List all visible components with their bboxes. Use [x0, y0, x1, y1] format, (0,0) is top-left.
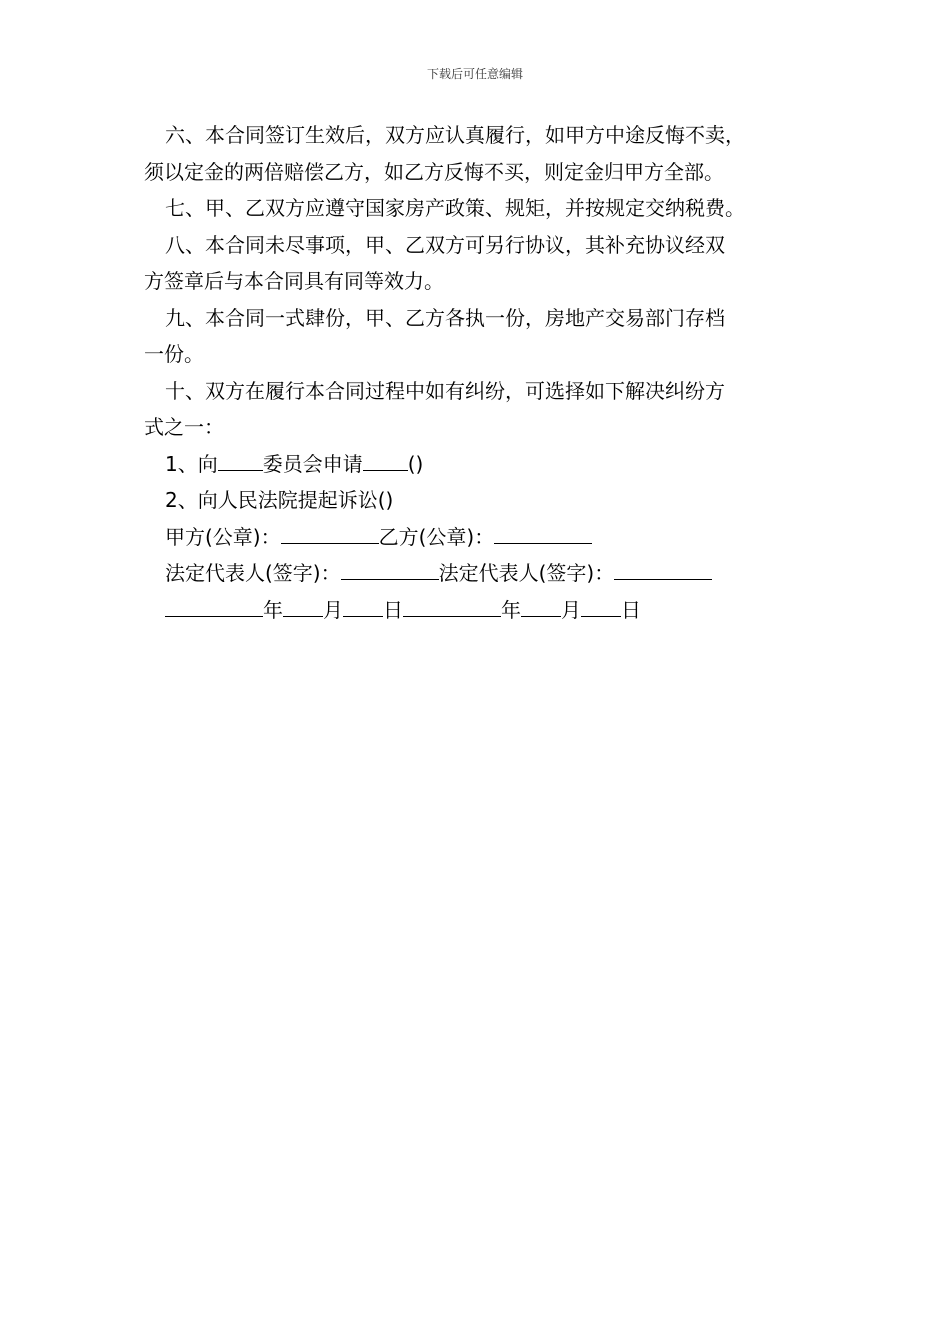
clause-nine-line1: 九、本合同一式肆份，甲、乙方各执一份，房地产交易部门存档	[165, 305, 725, 330]
clause-six-line1: 六、本合同签订生效后，双方应认真履行，如甲方中途反悔不卖，	[165, 123, 745, 147]
option-one-suffix: ()	[407, 451, 424, 476]
clause-six-line2: 须以定金的两倍赔偿乙方，如乙方反悔不买，则定金归甲方全部。	[144, 159, 724, 184]
blank-party-a-seal	[281, 542, 379, 544]
clause-seven-line1: 七、甲、乙双方应遵守国家房产政策、规矩，并按规定交纳税费。	[165, 196, 745, 220]
day-label-b: 日	[621, 597, 641, 622]
year-label-a: 年	[263, 597, 283, 622]
day-label-a: 日	[383, 597, 403, 622]
legal-rep-line	[144, 555, 834, 592]
blank-year-b	[403, 615, 501, 617]
option-two: 2、向人民法院提起诉讼()	[165, 488, 394, 512]
blank-legal-rep-b	[614, 578, 712, 580]
page-header: 下载后可任意编辑	[426, 67, 523, 81]
option-one	[144, 446, 834, 483]
legal-rep-a-label: 法定代表人(签字)：	[165, 561, 341, 585]
month-label-b: 月	[561, 597, 581, 622]
year-label-b: 年	[501, 597, 521, 622]
blank-party-b-seal	[494, 542, 592, 544]
party-b-seal-label: 乙方(公章)：	[378, 524, 495, 549]
blank-year-a	[165, 615, 263, 617]
seal-line	[144, 519, 834, 556]
blank-day-a	[343, 615, 383, 617]
clause-ten-line1: 十、双方在履行本合同过程中如有纠纷，可选择如下解决纠纷方	[165, 378, 725, 403]
party-a-seal-label: 甲方(公章)：	[165, 524, 281, 549]
clause-eight-line1: 八、本合同未尽事项，甲、乙双方可另行协议，其补充协议经双	[165, 232, 725, 257]
blank-committee	[218, 469, 263, 471]
blank-legal-rep-a	[341, 578, 439, 580]
contract-body	[144, 117, 834, 628]
clause-ten-line2: 式之一：	[144, 415, 224, 439]
clause-eight-line2: 方签章后与本合同具有同等效力。	[144, 269, 444, 293]
month-label-a: 月	[323, 597, 343, 622]
blank-day-b	[581, 615, 621, 617]
date-line	[144, 592, 834, 629]
legal-rep-b-label: 法定代表人(签字)：	[438, 561, 615, 585]
option-one-prefix: 1、向	[165, 451, 218, 476]
blank-application	[363, 469, 408, 471]
clause-nine-line2: 一份。	[144, 342, 204, 366]
option-one-middle: 委员会申请	[262, 451, 363, 476]
blank-month-b	[521, 615, 561, 617]
blank-month-a	[283, 615, 323, 617]
